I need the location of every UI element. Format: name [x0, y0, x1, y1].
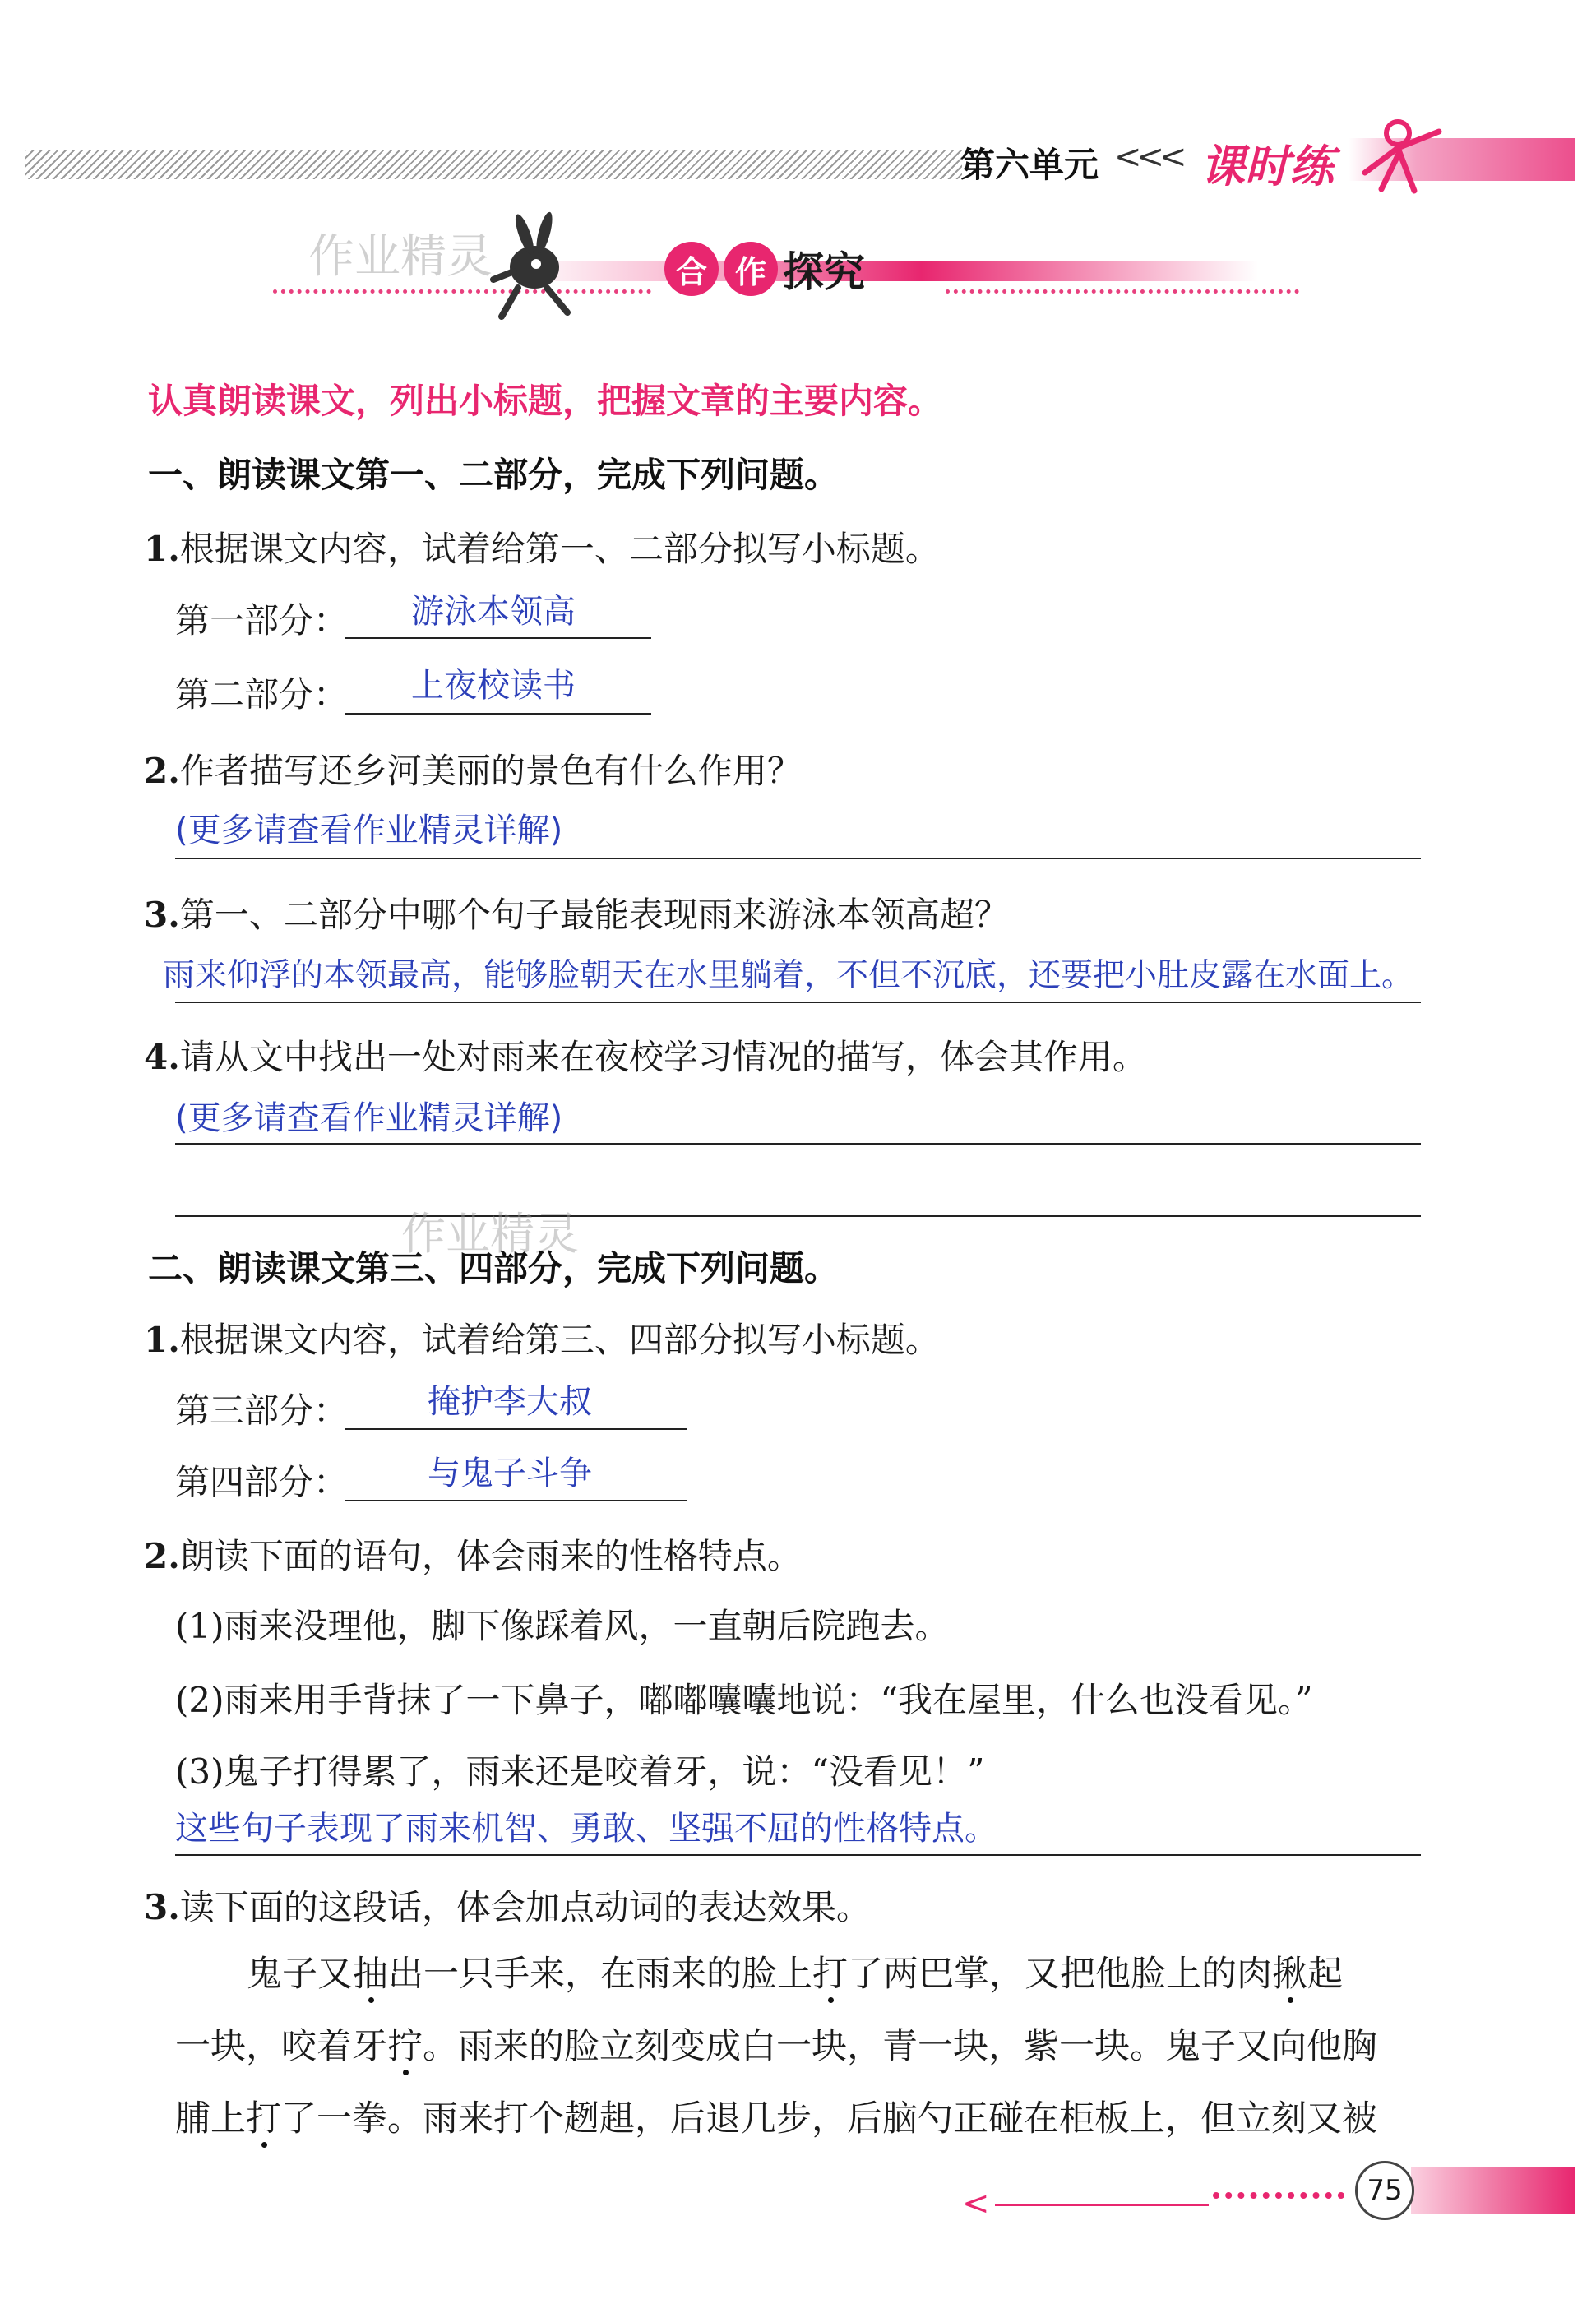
s1-question-3: [144, 888, 1009, 937]
page-number: 75: [1355, 2161, 1414, 2220]
header-hatch-band: [25, 150, 962, 179]
part1-answer-line: [345, 637, 651, 639]
q4-answer-line-1: [175, 1143, 1421, 1145]
banner-rest-text: 探究: [783, 248, 865, 296]
question-number: 3.: [144, 1887, 180, 1927]
question-text: 读下面的这段话，体会加点动词的表达效果。: [179, 1887, 871, 1927]
watermark-text-2: 作业精灵: [401, 1208, 579, 1260]
intro-instruction: 认真朗读课文，列出小标题，把握文章的主要内容。: [148, 381, 943, 421]
question-text: 作者描写还乡河美丽的景色有什么作用？: [179, 751, 802, 791]
section-banner-title: [664, 234, 865, 303]
question-number: 1.: [144, 529, 180, 569]
question-number: 4.: [144, 1037, 180, 1077]
q3-answer: 雨来仰浮的本领最高，能够脸朝天在水里躺着，不但不沉底，还要把小肚皮露在水面上。: [163, 957, 1414, 994]
dotted-verb: 打: [246, 2098, 281, 2140]
s2-question-3: [144, 1880, 871, 1930]
q2-answer-s2: 这些句子表现了雨来机智、勇敢、坚强不屈的性格特点。: [175, 1810, 997, 1848]
sentence-3: (3)鬼子打得累了，雨来还是咬着牙，说：“没看见！”: [175, 1751, 985, 1792]
passage-text: 一块，咬着牙: [175, 2026, 387, 2067]
rabbit-icon: [485, 210, 584, 325]
part3-label: 第三部分：: [175, 1390, 349, 1431]
footer-line: [995, 2204, 1209, 2206]
question-text: 根据课文内容，试着给第三、四部分拟写小标题。: [179, 1320, 940, 1360]
question-number: 2.: [144, 751, 180, 791]
s1-question-1: [144, 522, 940, 571]
banner-dotted-line-right: [946, 289, 1299, 294]
passage-line-1: [247, 1938, 1343, 2010]
footer-dots: [1213, 2192, 1344, 2199]
pencil-figure-icon: [1349, 115, 1447, 197]
header-arrows: <<<: [1114, 138, 1182, 176]
banner-bubble-2: 作: [724, 242, 778, 296]
banner-gradient: [510, 261, 1258, 281]
question-number: 1.: [144, 1320, 180, 1360]
question-number: 3.: [144, 895, 180, 935]
footer-pink-bar: [1411, 2167, 1575, 2214]
s2-question-1: [144, 1313, 940, 1362]
question-text: 根据课文内容，试着给第一、二部分拟写小标题。: [179, 529, 940, 569]
footer-arrow-icon: <: [962, 2185, 990, 2223]
part1-answer: 游泳本领高: [411, 593, 576, 631]
passage-line-3: [175, 2083, 1377, 2155]
brand-title: 课时练: [1200, 141, 1334, 192]
part1-label: 第一部分：: [175, 600, 349, 641]
part4-answer: 与鬼子斗争: [428, 1455, 592, 1492]
q2-s2-answer-line: [175, 1854, 1421, 1856]
sentence-1: (1)雨来没理他，脚下像踩着风，一直朝后院跑去。: [175, 1606, 950, 1646]
passage-text: 。雨来的脸立刻变成白一块，青一块，紫一块。鬼子又向他胸: [423, 2026, 1377, 2067]
question-text: 第一、二部分中哪个句子最能表现雨来游泳本领高超？: [179, 895, 1009, 935]
passage-text: 起: [1307, 1954, 1343, 1995]
passage-text: 鬼子又: [247, 1954, 353, 1995]
q2-answer: (更多请查看作业精灵详解): [175, 812, 563, 849]
unit-label: 第六单元: [960, 145, 1099, 185]
part3-answer: 掩护李大叔: [428, 1383, 592, 1421]
dotted-verb: 抽: [353, 1954, 388, 1995]
question-text: 请从文中找出一处对雨来在夜校学习情况的描写，体会其作用。: [179, 1037, 1147, 1077]
q4-answer: (更多请查看作业精灵详解): [175, 1099, 563, 1137]
section1-title: 一、朗读课文第一、二部分，完成下列问题。: [148, 455, 840, 495]
banner-bubble-1: 合: [664, 242, 719, 296]
passage-text: 脯上: [175, 2098, 246, 2140]
question-text: 朗读下面的语句，体会雨来的性格特点。: [179, 1536, 802, 1576]
part2-label: 第二部分：: [175, 674, 349, 715]
part2-answer-line: [345, 713, 651, 715]
section2-title: 二、朗读课文第三、四部分，完成下列问题。: [148, 1248, 840, 1288]
passage-text: 了一拳。雨来打个趔趄，后退几步，后脑勺正碰在柜板上，但立刻又被: [281, 2098, 1377, 2140]
passage-text: 了两巴掌，又把他脸上的肉: [848, 1954, 1272, 1995]
part2-answer: 上夜校读书: [411, 667, 576, 705]
dotted-verb: 拧: [387, 2026, 423, 2067]
s2-question-2: [144, 1529, 802, 1579]
dotted-verb: 打: [812, 1954, 848, 1995]
dotted-verb: 揪: [1272, 1954, 1307, 1995]
passage-text: 出一只手来，在雨来的脸上: [388, 1954, 812, 1995]
banner-dotted-line-left: [273, 289, 651, 294]
part3-answer-line: [345, 1428, 687, 1430]
part4-label: 第四部分：: [175, 1462, 349, 1502]
q4-answer-line-2: [175, 1215, 1421, 1217]
sentence-2: (2)雨来用手背抹了一下鼻子，嘟嘟囔囔地说：“我在屋里，什么也没看见。”: [175, 1680, 1313, 1720]
q2-answer-line: [175, 858, 1421, 859]
q3-answer-line: [175, 1002, 1421, 1003]
s1-question-4: [144, 1030, 1147, 1080]
s1-question-2: [144, 744, 802, 793]
watermark-text: 作业精灵: [308, 230, 493, 284]
passage-line-2: [175, 2010, 1377, 2083]
question-number: 2.: [144, 1536, 180, 1576]
part4-answer-line: [345, 1500, 687, 1501]
